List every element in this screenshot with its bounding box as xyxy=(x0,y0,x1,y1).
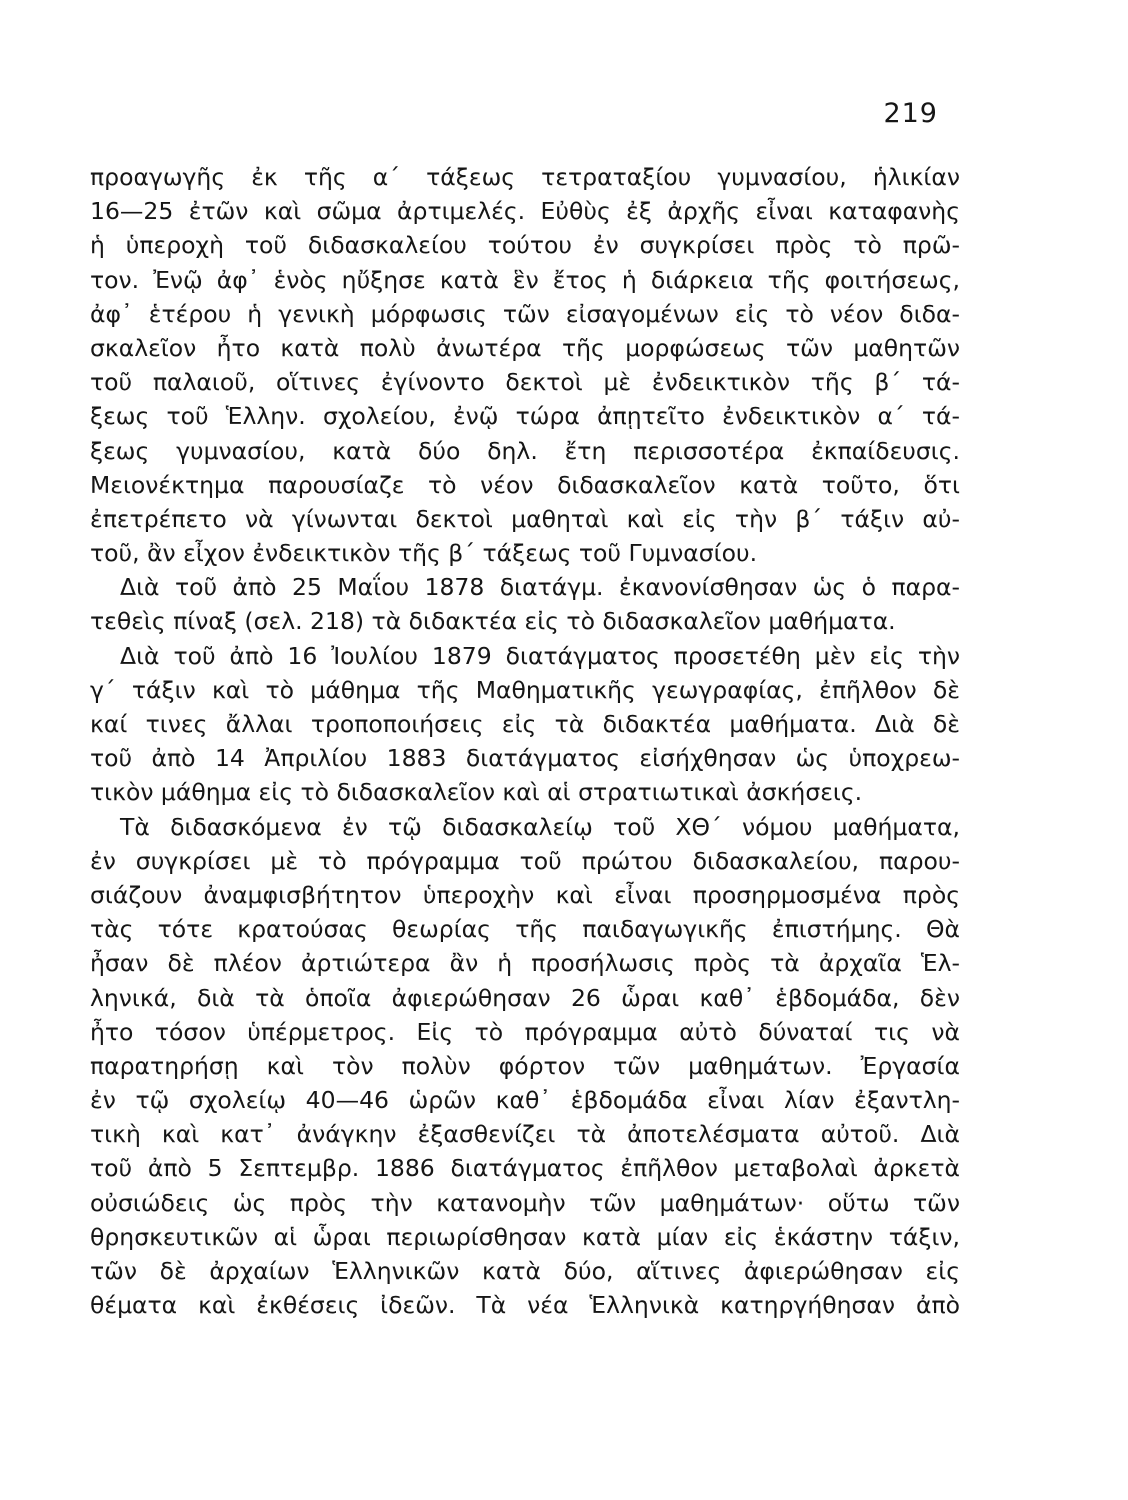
text-line: παρατηρήσῃ καὶ τὸν πολὺν φόρτον τῶν μαθημάτων. Ἐργασία xyxy=(90,1051,960,1080)
text-line: 16—25 ἐτῶν καὶ σῶμα ἀρτιμελές. Εὐθὺς ἐξ ἀρχῆς εἶναι καταφανὴς xyxy=(90,197,960,226)
text-line: ξεως τοῦ Ἑλλην. σχολείου, ἐνῷ τώρα ἀπῃτεῖτο ἐνδεικτικὸν α΄ τά- xyxy=(90,402,960,431)
text-line: τεθεὶς πίναξ (σελ. 218) τὰ διδακτέα εἰς τὸ διδασκαλεῖον μαθήματα. xyxy=(90,607,896,636)
text-line: τοῦ ἀπὸ 5 Σεπτεμβρ. 1886 διατάγματος ἐπῆλθον μεταβολαὶ ἀρκετὰ xyxy=(90,1154,960,1183)
text-line: ληνικά, διὰ τὰ ὁποῖα ἀφιερώθησαν 26 ὧραι καθ᾿ ἑβδομάδα, δὲν xyxy=(90,983,960,1012)
text-line: τὰς τότε κρατούσας θεωρίας τῆς παιδαγωγικῆς ἐπιστήμης. Θὰ xyxy=(90,915,960,944)
text-line: γ΄ τάξιν καὶ τὸ μάθημα τῆς Μαθηματικῆς γεωγραφίας, ἐπῆλθον δὲ xyxy=(90,675,960,704)
text-line: τικὴ καὶ κατ᾿ ἀνάγκην ἐξασθενίζει τὰ ἀποτελέσματα αὐτοῦ. Διὰ xyxy=(90,1120,960,1149)
text-line: ξεως γυμνασίου, κατὰ δύο δηλ. ἔτη περισσοτέρα ἐκπαίδευσις. xyxy=(90,436,960,465)
text-line: τοῦ, ἂν εἶχον ἐνδεικτικὸν τῆς β΄ τάξεως τοῦ Γυμνασίου. xyxy=(90,539,758,568)
text-line: ἡ ὑπεροχὴ τοῦ διδασκαλείου τούτου ἐν συγκρίσει πρὸς τὸ πρῶ- xyxy=(90,231,960,260)
body-text xyxy=(90,160,960,1322)
page-number: 219 xyxy=(883,98,938,129)
text-line: θρησκευτικῶν αἱ ὧραι περιωρίσθησαν κατὰ μίαν εἰς ἑκάστην τάξιν, xyxy=(90,1222,960,1251)
text-line: ἐν τῷ σχολείῳ 40—46 ὡρῶν καθ᾿ ἑβδομάδα εἶναι λίαν ἐξαντλη- xyxy=(90,1086,960,1115)
text-line: Διὰ τοῦ ἀπὸ 16 Ἰουλίου 1879 διατάγματος προσετέθη μὲν εἰς τὴν xyxy=(120,641,960,670)
text-line: ἐν συγκρίσει μὲ τὸ πρόγραμμα τοῦ πρώτου διδασκαλείου, παρου- xyxy=(90,846,960,875)
text-line: Τὰ διδασκόμενα ἐν τῷ διδασκαλείῳ τοῦ ΧΘ΄ νόμου μαθήματα, xyxy=(120,812,960,841)
text-line: ἦσαν δὲ πλέον ἀρτιώτερα ἂν ἡ προσήλωσις πρὸς τὰ ἀρχαῖα Ἑλ- xyxy=(90,949,960,978)
text-line: σιάζουν ἀναμφισβήτητον ὑπεροχὴν καὶ εἶναι προσηρμοσμένα πρὸς xyxy=(90,880,960,909)
text-line: Διὰ τοῦ ἀπὸ 25 Μαΐου 1878 διατάγμ. ἐκανονίσθησαν ὡς ὁ παρα- xyxy=(120,573,960,602)
text-line: Μειονέκτημα παρουσίαζε τὸ νέον διδασκαλεῖον κατὰ τοῦτο, ὅτι xyxy=(90,470,960,499)
text-line: προαγωγῆς ἐκ τῆς α΄ τάξεως τετραταξίου γυμνασίου, ἡλικίαν xyxy=(90,163,960,191)
text-line: τον. Ἐνῷ ἀφ᾿ ἑνὸς ηὔξησε κατὰ ἓν ἔτος ἡ διάρκεια τῆς φοιτήσεως, xyxy=(90,265,960,294)
text-line: τῶν δὲ ἀρχαίων Ἑλληνικῶν κατὰ δύο, αἵτινες ἀφιερώθησαν εἰς xyxy=(90,1257,960,1285)
text-line: τοῦ ἀπὸ 14 Ἀπριλίου 1883 διατάγματος εἰσήχθησαν ὡς ὑποχρεω- xyxy=(90,744,960,773)
text-line: θέματα καὶ ἐκθέσεις ἰδεῶν. Τὰ νέα Ἑλληνικὰ κατηργήθησαν ἀπὸ xyxy=(90,1291,960,1320)
text-line: οὐσιώδεις ὡς πρὸς τὴν κατανομὴν τῶν μαθημάτων· οὕτω τῶν xyxy=(90,1188,960,1217)
text-line: σκαλεῖον ἦτο κατὰ πολὺ ἀνωτέρα τῆς μορφώσεως τῶν μαθητῶν xyxy=(90,333,960,362)
text-line: τοῦ παλαιοῦ, οἵτινες ἐγίνοντο δεκτοὶ μὲ ἐνδεικτικὸν τῆς β΄ τά- xyxy=(90,368,960,397)
text-line: ἐπετρέπετο νὰ γίνωνται δεκτοὶ μαθηταὶ καὶ εἰς τὴν β΄ τάξιν αὐ- xyxy=(90,504,960,533)
text-line: τικὸν μάθημα εἰς τὸ διδασκαλεῖον καὶ αἱ στρατιωτικαὶ ἀσκήσεις. xyxy=(90,778,863,807)
text-line: καί τινες ἄλλαι τροποποιήσεις εἰς τὰ διδακτέα μαθήματα. Διὰ δὲ xyxy=(90,710,960,738)
text-line: ἦτο τόσον ὑπέρμετρος. Εἰς τὸ πρόγραμμα αὐτὸ δύναταί τις νὰ xyxy=(90,1017,960,1046)
text-line: ἀφ᾿ ἑτέρου ἡ γενικὴ μόρφωσις τῶν εἰσαγομένων εἰς τὸ νέον διδα- xyxy=(90,299,960,328)
